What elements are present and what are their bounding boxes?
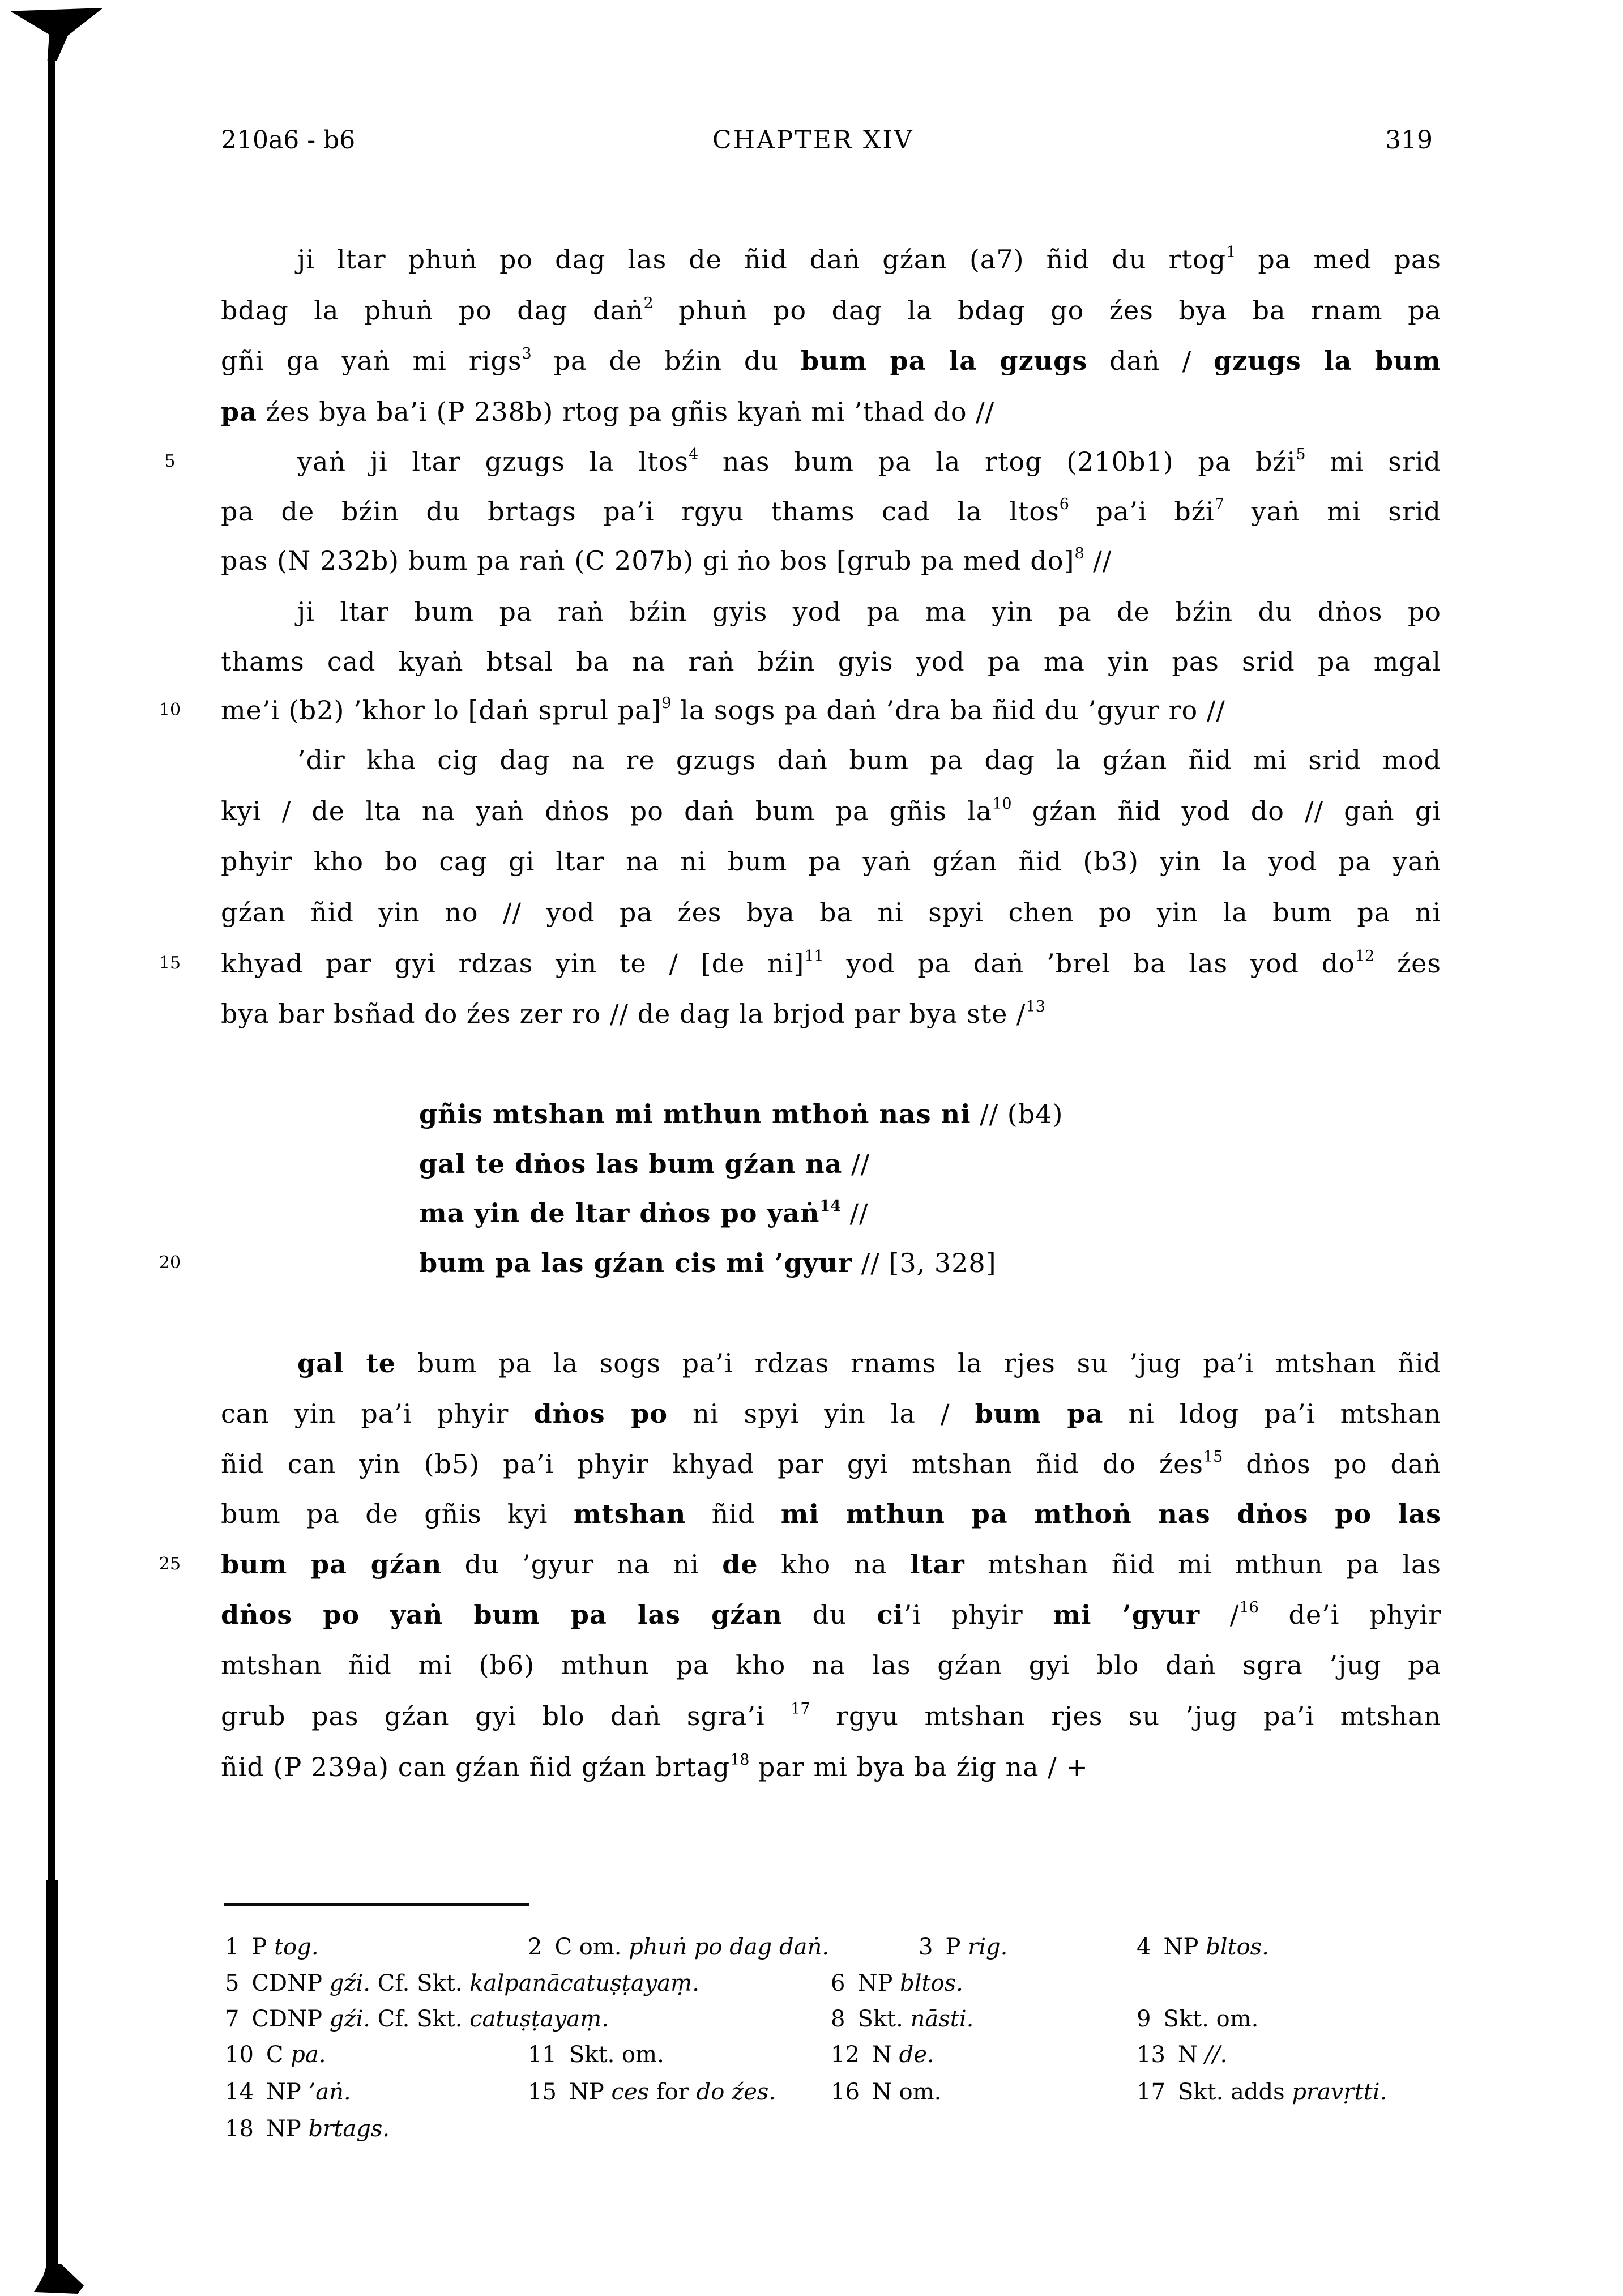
- text-segment: grub pas gźan gyi blo daṅ sgra’i: [221, 1701, 791, 1731]
- text-segment: pa.: [291, 2042, 326, 2068]
- note-reference-superscript: 9: [661, 694, 672, 712]
- footnote-item: [919, 1929, 1007, 1965]
- text-segment: mi mthun pa mthoṅ nas dṅos po las: [780, 1499, 1441, 1529]
- margin-line-number: 20: [159, 1253, 181, 1273]
- text-line: [221, 1691, 1441, 1742]
- note-reference-superscript: 8: [1074, 545, 1084, 562]
- text-line: [221, 1488, 1441, 1539]
- text-segment: gal te: [297, 1348, 396, 1379]
- footnote-row: [225, 2074, 1471, 2110]
- text-line: [221, 735, 1441, 786]
- text-segment: yaṅ ji ltar gzugs la ltos: [297, 446, 689, 477]
- text-segment: bum pa la sogs pa’i rdzas rnams la rjes su ’jug pa’i mtshan ñid: [396, 1348, 1441, 1379]
- footnote-row: [225, 2037, 1471, 2073]
- margin-line-number: 10: [159, 700, 181, 720]
- text-segment: ’i phyir: [903, 1599, 1053, 1630]
- verse-line: [419, 1138, 870, 1189]
- text-segment: //.: [1205, 2042, 1228, 2068]
- text-segment: me’i (b2) ’khor lo [daṅ sprul pa]: [221, 695, 662, 725]
- footnote-number: 5: [225, 1970, 240, 1996]
- text-segment: nas bum pa la rtog (210b1) pa bźi: [698, 446, 1296, 477]
- text-segment: //: [1084, 545, 1112, 576]
- footnote-item: [1137, 1929, 1269, 1965]
- text-segment: khyad par gyi rdzas yin te / [de ni]: [221, 948, 805, 979]
- text-line: [221, 586, 1441, 637]
- text-segment: brtags.: [308, 2116, 390, 2142]
- text-segment: kho na: [758, 1549, 910, 1580]
- margin-line-number: 25: [159, 1554, 181, 1574]
- text-segment: ma yin de ltar dṅos po yaṅ: [419, 1198, 820, 1228]
- text-segment: ñid (P 239a) can gźan ñid gźan brtag: [221, 1752, 731, 1782]
- text-segment: N: [872, 2042, 899, 2068]
- text-segment: nāsti.: [910, 2006, 974, 2032]
- text-segment: ci: [877, 1599, 904, 1630]
- text-segment: la sogs pa daṅ ’dra ba ñid du ’gyur ro //: [671, 695, 1225, 725]
- text-segment: dṅos po: [533, 1398, 668, 1429]
- text-line: [221, 1439, 1441, 1490]
- text-segment: phyir kho bo cag gi ltar na ni bum pa yaṅ gźan ñid (b3) yin la yod pa yaṅ: [221, 846, 1441, 877]
- footnote-item: [831, 2074, 941, 2110]
- text-line: [221, 436, 1441, 487]
- footnote-number: 2: [528, 1934, 543, 1960]
- footnote-item: [225, 2037, 326, 2073]
- text-segment: gñis mtshan mi mthun mthoṅ nas ni: [419, 1099, 971, 1129]
- scan-artifact-bottom-flare: [34, 2264, 84, 2294]
- text-segment: par mi bya ba źig na / +: [749, 1752, 1088, 1782]
- note-reference-superscript: 4: [689, 446, 699, 463]
- note-reference-superscript: 1: [1226, 244, 1236, 261]
- footnote-number: 7: [225, 2006, 240, 2032]
- footnote-number: 14: [225, 2079, 254, 2105]
- footnote-item: [1137, 2074, 1387, 2110]
- text-segment: Skt. om.: [1163, 2006, 1259, 2032]
- text-segment: pa de bźin du: [531, 345, 801, 376]
- text-segment: gźan ñid yin no // yod pa źes bya ba ni spyi chen po yin la bum pa ni: [221, 897, 1441, 928]
- text-segment: for: [649, 2079, 697, 2105]
- text-segment: bdag la phuṅ po dag daṅ: [221, 295, 644, 326]
- text-segment: NP: [569, 2079, 612, 2105]
- text-line: [221, 786, 1441, 837]
- text-segment: bum pa: [975, 1398, 1104, 1429]
- text-segment: mtshan ñid mi mthun pa las: [964, 1549, 1441, 1580]
- text-segment: pa’i bźi: [1069, 496, 1215, 527]
- text-segment: gñi ga yaṅ mi rigs: [221, 345, 522, 376]
- text-segment: gzugs la bum: [1214, 345, 1441, 376]
- text-segment: pa de bźin du brtags pa’i rgyu thams cad la ltos: [221, 496, 1060, 527]
- note-reference-superscript: 7: [1214, 496, 1224, 513]
- footnote-number: 16: [831, 2079, 860, 2105]
- footnote-number: 17: [1137, 2079, 1165, 2105]
- text-segment: pravṛtti.: [1292, 2079, 1387, 2105]
- text-segment: mtshan: [573, 1499, 686, 1529]
- footnote-number: 4: [1137, 1934, 1151, 1960]
- footnote-item: [225, 2074, 351, 2110]
- text-segment: yod pa daṅ ’brel ba las yod do: [823, 948, 1355, 979]
- text-segment: NP: [1163, 1934, 1206, 1960]
- footnote-item: [528, 2037, 664, 2073]
- text-segment: //: [841, 1198, 869, 1228]
- footnote-row: [225, 1929, 1471, 1965]
- text-segment: P: [945, 1934, 968, 1960]
- footnote-number: 6: [831, 1970, 845, 1996]
- footnote-number: 12: [831, 2042, 860, 2068]
- text-segment: źes: [1374, 948, 1441, 979]
- text-line: [221, 535, 1441, 586]
- text-line: [221, 1338, 1441, 1389]
- text-segment: źes bya ba’i (P 238b) rtog pa gñis kyaṅ mi ’thad do //: [257, 396, 995, 427]
- header-folio-range: 210a6 - b6: [221, 126, 356, 155]
- text-line: [221, 285, 1441, 336]
- note-reference-superscript: 10: [992, 795, 1012, 813]
- text-segment: can yin pa’i phyir: [221, 1398, 534, 1429]
- text-segment: dṅos po daṅ: [1223, 1449, 1441, 1479]
- text-segment: NP: [857, 1970, 900, 1996]
- footnote-item: [528, 1929, 829, 1965]
- text-segment: de: [722, 1549, 758, 1580]
- text-line: [221, 335, 1441, 386]
- margin-line-number: 5: [164, 451, 176, 471]
- scan-artifact-gutter-bar-lower: [46, 1880, 58, 2277]
- text-line: [221, 938, 1441, 989]
- text-line: [221, 1589, 1441, 1640]
- text-segment: ’aṅ.: [308, 2079, 351, 2105]
- text-segment: yaṅ mi srid: [1224, 496, 1441, 527]
- footnote-number: 15: [528, 2079, 557, 2105]
- text-segment: de’i phyir: [1258, 1599, 1441, 1630]
- margin-line-number: 15: [159, 953, 181, 973]
- text-line: [221, 685, 1441, 736]
- text-segment: NP: [266, 2079, 309, 2105]
- note-reference-superscript: 17: [791, 1700, 810, 1718]
- verse-line: [419, 1237, 997, 1288]
- text-segment: ’dir kha cig dag na re gzugs daṅ bum pa dag la gźan ñid mi srid mod: [297, 745, 1441, 775]
- text-segment: Cf. Skt.: [370, 1970, 470, 1996]
- text-segment: bum pa la gzugs: [800, 345, 1088, 376]
- footnote-number: 18: [225, 2116, 254, 2142]
- text-segment: tog.: [274, 1934, 319, 1960]
- text-segment: Skt. om.: [569, 2042, 664, 2068]
- note-reference-superscript: 18: [730, 1751, 750, 1769]
- text-segment: P: [251, 1934, 275, 1960]
- text-line: [221, 887, 1441, 938]
- text-segment: ñid can yin (b5) pa’i phyir khyad par gyi mtshan ñid do źes: [221, 1449, 1203, 1479]
- footnote-separator-rule: [224, 1903, 529, 1906]
- text-segment: de.: [899, 2042, 934, 2068]
- text-segment: bum pa de gñis kyi: [221, 1499, 574, 1529]
- text-segment: kyi / de lta na yaṅ dṅos po daṅ bum pa gñis la: [221, 796, 993, 826]
- footnote-item: [225, 2001, 609, 2037]
- header-chapter-title: CHAPTER XIV: [712, 126, 914, 155]
- text-segment: mtshan ñid mi (b6) mthun pa kho na las gźan gyi blo daṅ sgra ’jug pa: [221, 1650, 1441, 1680]
- text-segment: mi ’gyur: [1053, 1599, 1201, 1630]
- footnote-item: [1137, 2001, 1258, 2037]
- note-reference-superscript: 2: [643, 295, 654, 312]
- text-segment: pa: [221, 396, 257, 427]
- header-page-number: 319: [1385, 126, 1433, 155]
- text-segment: gźi.: [329, 2006, 370, 2032]
- text-line: [221, 1640, 1441, 1691]
- text-segment: rig.: [968, 1934, 1008, 1960]
- text-segment: ñid: [686, 1499, 781, 1529]
- text-segment: gźan ñid yod do // gaṅ gi: [1011, 796, 1441, 826]
- verse-line: [419, 1089, 1063, 1140]
- text-segment: du ’gyur na ni: [442, 1549, 723, 1580]
- text-segment: catuṣṭayaṃ.: [469, 2006, 609, 2032]
- footnote-item: [831, 2037, 934, 2073]
- text-segment: do źes.: [696, 2079, 776, 2105]
- text-segment: ji ltar phuṅ po dag las de ñid daṅ gźan (a7) ñid du rtog: [297, 244, 1227, 275]
- note-reference-superscript: 5: [1296, 446, 1306, 463]
- text-segment: pa med pas: [1236, 244, 1441, 275]
- footnote-item: [831, 1965, 963, 2001]
- footnote-item: [225, 1965, 699, 2001]
- note-reference-superscript: 11: [804, 948, 824, 965]
- text-segment: bya bar bsñad do źes zer ro // de dag la brjod par bya ste /: [221, 998, 1026, 1029]
- text-segment: ces: [611, 2079, 650, 2105]
- note-reference-superscript: 13: [1026, 998, 1045, 1015]
- text-segment: CDNP: [251, 2006, 330, 2032]
- text-segment: gźi.: [329, 1970, 370, 1996]
- text-segment: // [3, 328]: [852, 1248, 997, 1278]
- text-segment: du: [782, 1599, 877, 1630]
- text-segment: rgyu mtshan rjes su ’jug pa’i mtshan: [810, 1701, 1442, 1731]
- text-segment: // (b4): [971, 1099, 1064, 1129]
- text-segment: bum pa las gźan cis mi ’gyur: [419, 1248, 853, 1278]
- footnote-item: [1137, 2037, 1227, 2073]
- footnote-number: 10: [225, 2042, 254, 2068]
- verse-line: [419, 1188, 869, 1239]
- text-segment: pas (N 232b) bum pa raṅ (C 207b) gi ṅo bos [grub pa med do]: [221, 545, 1075, 576]
- text-line: [221, 836, 1441, 887]
- text-segment: mi srid: [1305, 446, 1441, 477]
- note-reference-superscript: 15: [1203, 1448, 1223, 1466]
- text-line: [221, 486, 1441, 537]
- text-segment: kalpanācatuṣṭayaṃ.: [469, 1970, 699, 1996]
- footnote-number: 9: [1137, 2006, 1151, 2032]
- scan-artifact-corner-triangle: [10, 8, 103, 61]
- text-line: [221, 234, 1441, 285]
- text-segment: ni spyi yin la /: [668, 1398, 975, 1429]
- text-segment: ltar: [909, 1549, 965, 1580]
- text-segment: /: [1200, 1599, 1240, 1630]
- note-reference-superscript: 3: [522, 345, 532, 362]
- text-segment: Skt.: [857, 2006, 911, 2032]
- footnote-number: 1: [225, 1934, 240, 1960]
- footnote-item: [225, 1929, 319, 1965]
- text-segment: ni ldog pa’i mtshan: [1103, 1398, 1441, 1429]
- footnote-number: 8: [831, 2006, 845, 2032]
- text-segment: N: [1177, 2042, 1205, 2068]
- text-segment: ji ltar bum pa raṅ bźin gyis yod pa ma yin pa de bźin du dṅos po: [297, 596, 1441, 627]
- text-line: [221, 1539, 1441, 1590]
- text-segment: //: [842, 1149, 870, 1179]
- text-segment: dṅos po yaṅ bum pa las gźan: [221, 1599, 783, 1630]
- text-segment: phuṅ po dag la bdag go źes bya ba rnam pa: [653, 295, 1441, 326]
- footnote-item: [528, 2074, 776, 2110]
- note-reference-superscript: 16: [1239, 1599, 1259, 1616]
- text-segment: C om.: [554, 1934, 629, 1960]
- footnote-row: [225, 1965, 1471, 2001]
- note-reference-superscript: 12: [1355, 948, 1375, 965]
- footnote-number: 11: [528, 2042, 557, 2068]
- footnote-item: [225, 2111, 390, 2147]
- text-segment: N om.: [872, 2079, 942, 2105]
- footnote-row: [225, 2001, 1471, 2037]
- text-segment: thams cad kyaṅ btsal ba na raṅ bźin gyis yod pa ma yin pas srid pa mgal: [221, 646, 1441, 677]
- text-segment: phuṅ po dag daṅ.: [629, 1934, 829, 1960]
- text-segment: bum pa gźan: [221, 1549, 442, 1580]
- text-segment: C: [266, 2042, 291, 2068]
- text-segment: gal te dṅos las bum gźan na: [419, 1149, 843, 1179]
- note-reference-superscript: 14: [819, 1197, 841, 1215]
- text-line: [221, 386, 1441, 437]
- text-line: [221, 636, 1441, 687]
- text-segment: bltos.: [1206, 1934, 1269, 1960]
- text-line: [221, 988, 1441, 1039]
- footnote-item: [831, 2001, 973, 2037]
- text-segment: NP: [266, 2116, 309, 2142]
- text-line: [221, 1388, 1441, 1439]
- text-segment: daṅ /: [1087, 345, 1214, 376]
- text-segment: Skt. adds: [1177, 2079, 1292, 2105]
- text-segment: bltos.: [900, 1970, 963, 1996]
- note-reference-superscript: 6: [1059, 496, 1069, 513]
- text-segment: Cf. Skt.: [370, 2006, 470, 2032]
- footnote-number: 3: [919, 1934, 933, 1960]
- text-segment: CDNP: [251, 1970, 330, 1996]
- text-line: [221, 1742, 1441, 1793]
- footnote-row: [225, 2111, 1471, 2147]
- footnote-number: 13: [1137, 2042, 1165, 2068]
